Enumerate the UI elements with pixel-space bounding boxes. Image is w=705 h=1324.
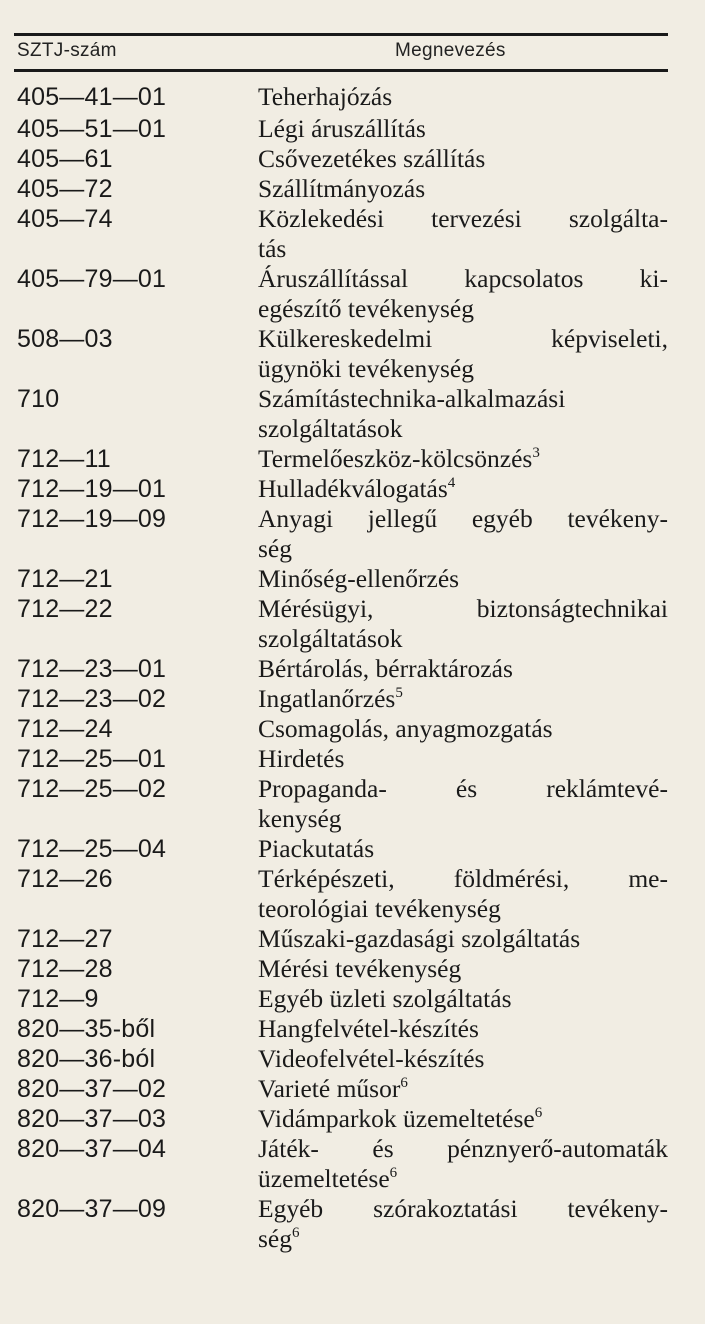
row-name <box>258 204 668 264</box>
row-name <box>258 1014 668 1044</box>
row-name-line: Termelőeszköz-kölcsönzés$^3$ <box>258 444 540 473</box>
row-code: 712—22 <box>17 595 113 623</box>
row-name-line: Játék- és pénznyerő-automaták <box>258 1134 668 1163</box>
row-code: 712—25—02 <box>17 775 167 803</box>
row-name-line: Egyéb üzleti szolgáltatás <box>258 984 512 1013</box>
row-name <box>258 1194 668 1254</box>
row-code: 712—9 <box>17 985 99 1013</box>
row-code: 712—28 <box>17 955 113 983</box>
row-name <box>258 474 668 504</box>
row-name-line: Hulladékválogatás$^4$ <box>258 474 456 503</box>
row-code: 712—11 <box>17 445 111 473</box>
column-header-name: Megnevezés <box>395 40 506 61</box>
row-name <box>258 174 668 204</box>
row-code: 405—61 <box>17 145 113 173</box>
row-code: 712—24 <box>17 715 113 743</box>
row-name-line: tás <box>258 234 287 263</box>
row-name <box>258 504 668 564</box>
row-name-line: teorológiai tevékenység <box>258 894 501 923</box>
row-name-line: Mérésügyi, biztonságtechnikai <box>258 594 668 623</box>
row-name-line: ügynöki tevékenység <box>258 354 474 383</box>
row-name-line: Minőség-ellenőrzés <box>258 564 460 593</box>
row-name-line: szolgáltatások <box>258 414 403 443</box>
row-name-line: Szállítmányozás <box>258 174 426 203</box>
footnote-marker: 5 <box>395 685 403 701</box>
row-name-line: Bértárolás, bérraktározás <box>258 654 513 683</box>
row-code: 710 <box>17 385 60 413</box>
row-code: 405—74 <box>17 205 113 233</box>
row-name-line: Egyéb szórakoztatási tevékeny- <box>258 1194 668 1223</box>
header-rule <box>14 69 668 72</box>
row-name-line: ség <box>258 534 292 563</box>
row-name-line: kenység <box>258 804 342 833</box>
row-name-line: Propaganda- és reklámtevé- <box>258 774 668 803</box>
row-name-line: Ingatlanőrzés$^5$ <box>258 684 403 713</box>
row-name <box>258 324 668 384</box>
row-code: 712—25—04 <box>17 835 167 863</box>
row-code: 820—36-ból <box>17 1045 156 1073</box>
row-name <box>258 714 668 744</box>
row-code: 820—37—02 <box>17 1075 167 1103</box>
row-name <box>258 864 668 924</box>
row-name <box>258 744 668 774</box>
row-name <box>258 384 668 444</box>
row-name <box>258 1104 668 1134</box>
row-name <box>258 834 668 864</box>
row-name-line: ség$^6$ <box>258 1224 300 1253</box>
row-name-line: üzemeltetése$^6$ <box>258 1164 398 1193</box>
row-code: 712—23—01 <box>17 655 167 683</box>
row-name-line: Hangfelvétel-készítés <box>258 1014 479 1043</box>
row-name-line: Légi áruszállítás <box>258 114 426 143</box>
row-name <box>258 924 668 954</box>
row-name <box>258 1044 668 1074</box>
row-name-line: Térképészeti, földmérési, me- <box>258 864 668 893</box>
row-name-line: Műszaki-gazdasági szolgáltatás <box>258 924 581 953</box>
row-code: 712—21 <box>17 565 113 593</box>
row-name-line: Hirdetés <box>258 744 345 773</box>
row-name <box>258 774 668 834</box>
row-name <box>258 594 668 654</box>
footnote-marker: 6 <box>400 1075 408 1091</box>
row-name <box>258 954 668 984</box>
row-name-line: Csomagolás, anyagmozgatás <box>258 714 553 743</box>
row-name-line: egészítő tevékenység <box>258 294 474 323</box>
row-code: 820—37—09 <box>17 1195 167 1223</box>
row-code: 508—03 <box>17 325 113 353</box>
row-name <box>258 82 668 112</box>
row-name-line: Csővezetékes szállítás <box>258 144 486 173</box>
row-name-line: Anyagi jellegű egyéb tevékeny- <box>258 504 668 533</box>
row-name <box>258 984 668 1014</box>
row-code: 820—37—04 <box>17 1135 167 1163</box>
row-name <box>258 654 668 684</box>
footnote-marker: 6 <box>389 1165 398 1181</box>
column-header-code: SZTJ-szám <box>17 40 117 61</box>
row-name <box>258 684 668 714</box>
row-name-line: Számítástechnika-alkalmazási <box>258 384 566 413</box>
row-name <box>258 444 668 474</box>
row-name-line: Videofelvétel-készítés <box>258 1044 485 1073</box>
footnote-marker: 4 <box>447 475 456 491</box>
row-code: 405—79—01 <box>17 265 167 293</box>
row-code: 405—41—01 <box>17 83 167 111</box>
row-name-line: Közlekedési tervezési szolgálta- <box>258 204 668 233</box>
row-code: 712—19—01 <box>17 475 167 503</box>
row-name <box>258 114 668 144</box>
row-name-line: Mérési tevékenység <box>258 954 462 983</box>
row-name <box>258 1074 668 1104</box>
row-name-line: Piackutatás <box>258 834 375 863</box>
footnote-marker: 6 <box>534 1105 543 1121</box>
row-name-line: Áruszállítással kapcsolatos ki- <box>258 264 668 293</box>
row-code: 405—51—01 <box>17 115 167 143</box>
row-code: 712—27 <box>17 925 113 953</box>
row-code: 712—25—01 <box>17 745 167 773</box>
row-code: 712—26 <box>17 865 113 893</box>
row-code: 820—37—03 <box>17 1105 167 1133</box>
row-name <box>258 264 668 324</box>
row-name <box>258 144 668 174</box>
row-name-line: Varieté műsor$^6$ <box>258 1074 408 1103</box>
row-code: 712—19—09 <box>17 505 167 533</box>
footnote-marker: 6 <box>292 1225 300 1241</box>
row-name-line: Vidámparkok üzemeltetése$^6$ <box>258 1104 543 1133</box>
row-name-line: Teherhajózás <box>258 82 393 111</box>
row-name <box>258 1134 668 1194</box>
top-rule <box>14 33 668 36</box>
row-name-line: szolgáltatások <box>258 624 403 653</box>
row-code: 405—72 <box>17 175 113 203</box>
row-code: 712—23—02 <box>17 685 167 713</box>
row-name-line: Külkereskedelmi képviseleti, <box>258 324 668 353</box>
row-name <box>258 564 668 594</box>
footnote-marker: 3 <box>532 445 540 461</box>
row-code: 820—35-ből <box>17 1015 156 1043</box>
